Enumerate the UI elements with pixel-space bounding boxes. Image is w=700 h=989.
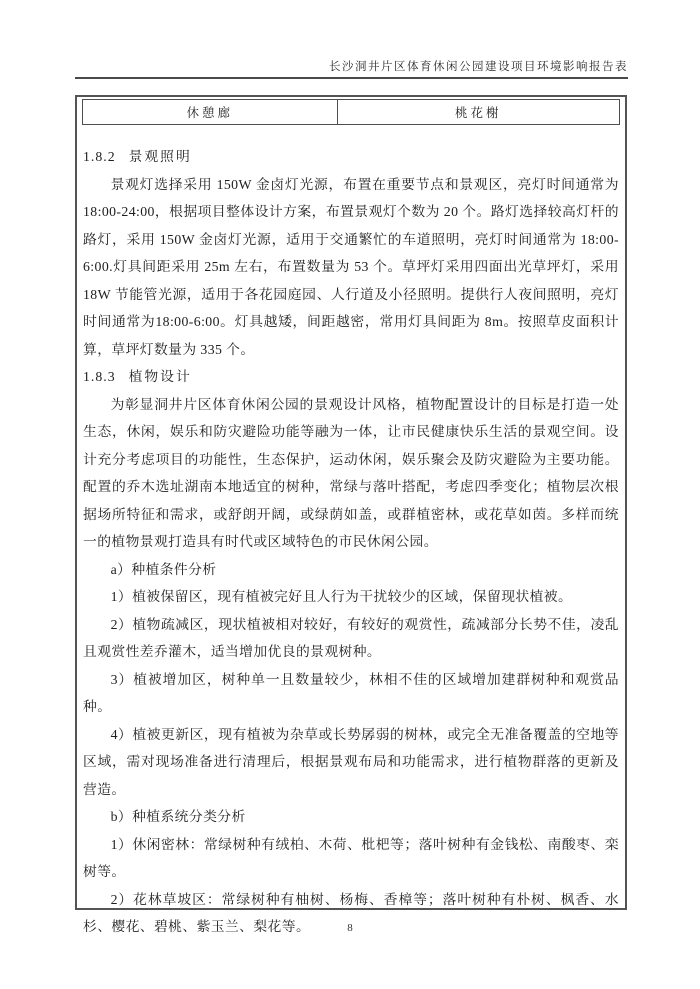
paragraph-item-b2: 2）花林草坡区：常绿树种有柚树、杨梅、香樟等；落叶树种有朴树、枫香、水杉、樱花、碧桃、紫玉兰、梨花等。: [83, 891, 619, 934]
section-heading-1-8-2: [83, 143, 619, 171]
paragraph-item-a1: 1）植被保留区，现有植被完好且人行为干扰较少的区域，保留现状植被。: [110, 589, 573, 604]
caption-cell-right: 桃花榭: [455, 106, 502, 120]
caption-cell-left: 休憩廊: [83, 100, 338, 124]
section-title: 景观照明: [128, 149, 192, 164]
content-box: [75, 95, 627, 934]
paragraph-plant-design-intro: 为彰显洞井片区体育休闲公园的景观设计风格，植物配置设计的目标是打造一处生态，休闲，娱乐和防灾避险功能等融为一体，让市民健康快乐生活的景观空间。设计充分考虑项目的功能性，生态保护，运动休闲，娱乐聚会及防灾避险为主要功能。配置的乔木选址湖南本地适宜的树种，常绿与落叶搭配，考虑四季变化；植物层次根据场所特征和需求，或舒朗开阔，或绿荫如盖，或群植密林，或花草如茵。多样而统一的植物景观打造具有时代或区域特色的市民休闲公园。: [83, 396, 619, 549]
doc-header-title: 长沙洞井片区体育休闲公园建设项目环境影响报告表: [329, 61, 628, 73]
paragraph-item-b1: 1）休闲密林：常绿树种有绒柏、木荷、枇杷等；落叶树种有金钱松、南酸枣、栾树等。: [83, 836, 619, 879]
section-heading-1-8-3: [83, 363, 619, 391]
document-body: [83, 143, 619, 941]
section-number: 1.8.3: [83, 369, 116, 384]
page-number: 8: [347, 922, 353, 934]
paragraph-item-a3: 3）植被增加区，树种单一且数量较少，林相不佳的区域增加建群树种和观赏品种。: [83, 671, 619, 714]
section-title: 植物设计: [128, 369, 192, 384]
photo-caption-table: [82, 99, 620, 125]
paragraph-item-a4: 4）植被更新区，现有植被为杂草或长势孱弱的树林，或完全无准备覆盖的空地等区域，需对现场准备进行清理后，根据景观布局和功能需求，进行植物群落的更新及营造。: [83, 726, 619, 797]
paragraph-item-a: a）种植条件分析: [110, 561, 217, 577]
paragraph-item-a2: 2）植物疏减区，现状植被相对较好，有较好的观赏性，疏减部分长势不佳，凌乱且观赏性差乔灌木，适当增加优良的景观树种。: [83, 616, 619, 659]
paragraph-lighting: 景观灯选择采用 150W 金卤灯光源，布置在重要节点和景观区，亮灯时间通常为18:00-24:00，根据项目整体设计方案，布置景观灯个数为 20 个。路灯选择较高灯杆的路灯，采用 150W 金卤灯光源，适用于交通繁忙的车道照明，亮灯时间通常为 18:00-6:00.灯具间距采用 25m 左右，布置数量为 53 个。草坪灯采用四面出光草坪灯，采用 18W 节能管光源，适用于各花园庭园、人行道及小径照明。提供行人夜间照明，亮灯时间通常为18:00-6:00。灯具越矮，间距越密，常用灯具间距为 8m。按照草皮面积计算，草坪灯数量为 335 个。: [83, 176, 619, 357]
paragraph-item-b: b）种植系统分类分析: [110, 809, 246, 824]
header-rule: [75, 77, 628, 79]
section-number: 1.8.2: [83, 149, 116, 164]
